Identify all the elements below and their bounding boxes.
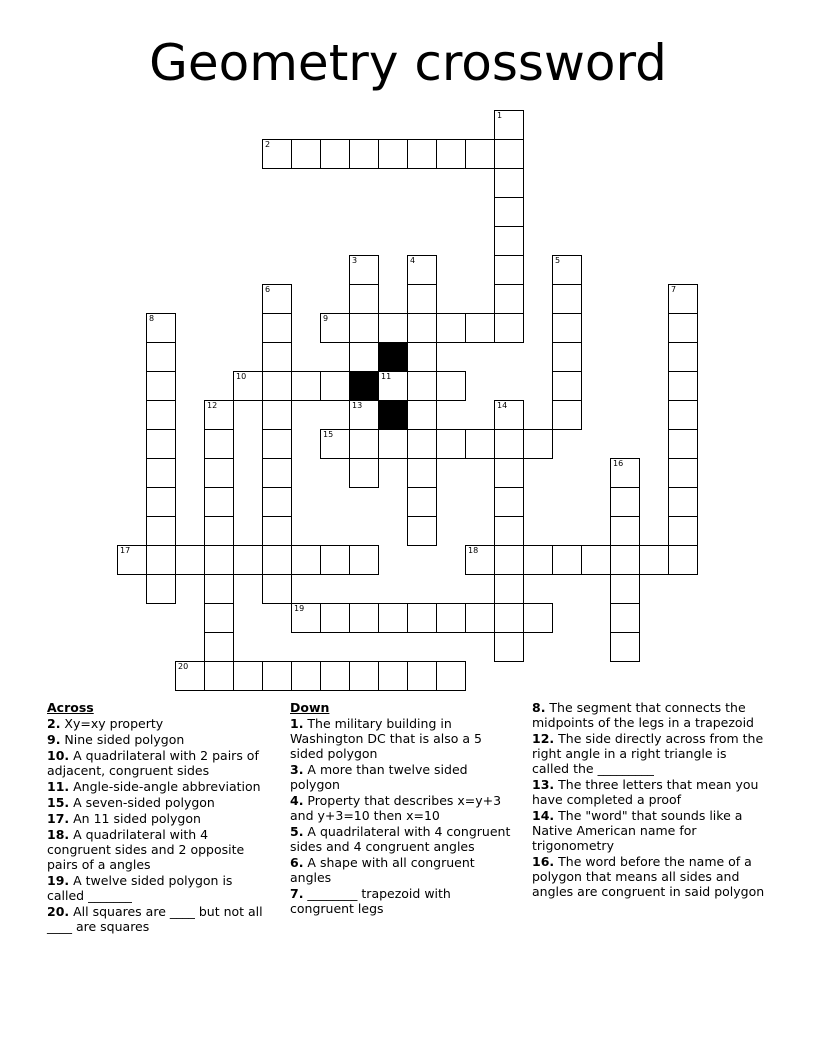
grid-cell[interactable] [204, 661, 234, 691]
clue-item-text: A quadrilateral with 2 pairs of adjacent, congruent sides [47, 748, 259, 778]
grid-cell[interactable] [349, 545, 379, 575]
grid-cell[interactable] [320, 603, 350, 633]
clue-item-number: 13. [532, 777, 555, 792]
grid-cell[interactable] [552, 313, 582, 343]
grid-block [349, 371, 379, 401]
clue-number: 10 [236, 372, 247, 381]
grid-cell[interactable] [407, 371, 437, 401]
grid-cell[interactable] [146, 371, 176, 401]
grid-cell[interactable] [407, 342, 437, 372]
grid-cell[interactable] [494, 313, 524, 343]
grid-cell[interactable] [407, 429, 437, 459]
clue-item [47, 811, 272, 826]
grid-cell[interactable] [262, 487, 292, 517]
grid-cell[interactable] [349, 661, 379, 691]
grid-cell[interactable] [436, 139, 466, 169]
grid-cell[interactable] [204, 516, 234, 546]
clue-number: 19 [294, 604, 305, 613]
grid-cell[interactable] [262, 429, 292, 459]
across-clues [47, 700, 272, 935]
grid-cell[interactable] [639, 545, 669, 575]
grid-cell[interactable] [262, 661, 292, 691]
clue-item-text: All squares are ____ but not all ____ are squares [47, 904, 263, 934]
clue-item-text: Xy=xy property [60, 716, 164, 731]
clue-item [47, 904, 272, 934]
grid-cell[interactable] [262, 574, 292, 604]
grid-block [378, 400, 408, 430]
clue-item-text: A seven-sided polygon [69, 795, 215, 810]
grid-cell[interactable] [233, 661, 263, 691]
clue-item [47, 716, 272, 731]
grid-cell[interactable] [668, 458, 698, 488]
clue-number: 13 [352, 401, 363, 410]
clue-item-number: 15. [47, 795, 70, 810]
grid-cell[interactable] [204, 400, 234, 430]
clue-number: 12 [207, 401, 218, 410]
grid-cell[interactable] [146, 458, 176, 488]
clue-item-number: 16. [532, 854, 555, 869]
clue-item [290, 793, 515, 823]
grid-cell[interactable] [494, 574, 524, 604]
grid-cell[interactable] [175, 661, 205, 691]
clue-item-text: The segment that connects the midpoints of the legs in a trapezoid [532, 700, 754, 730]
grid-cell[interactable] [204, 632, 234, 662]
clue-item-number: 8. [532, 700, 546, 715]
grid-cell[interactable] [465, 313, 495, 343]
grid-cell[interactable] [349, 255, 379, 285]
grid-cell[interactable] [523, 603, 553, 633]
grid-cell[interactable] [146, 574, 176, 604]
grid-cell[interactable] [262, 313, 292, 343]
grid-cell[interactable] [378, 139, 408, 169]
grid-cell[interactable] [610, 545, 640, 575]
grid-cell[interactable] [262, 545, 292, 575]
grid-cell[interactable] [262, 371, 292, 401]
clue-item-number: 10. [47, 748, 70, 763]
grid-cell[interactable] [668, 516, 698, 546]
clue-item [47, 873, 272, 903]
grid-cell[interactable] [291, 371, 321, 401]
grid-cell[interactable] [552, 255, 582, 285]
grid-cell[interactable] [320, 313, 350, 343]
grid-cell[interactable] [668, 487, 698, 517]
grid-cell[interactable] [494, 226, 524, 256]
grid-cell[interactable] [494, 603, 524, 633]
grid-cell[interactable] [378, 429, 408, 459]
grid-cell[interactable] [146, 516, 176, 546]
clue-item-text: A quadrilateral with 4 congruent sides and 4 congruent angles [290, 824, 511, 854]
grid-cell[interactable] [668, 342, 698, 372]
grid-cell[interactable] [262, 400, 292, 430]
grid-cell[interactable] [494, 168, 524, 198]
clue-item-number: 4. [290, 793, 304, 808]
grid-cell[interactable] [349, 284, 379, 314]
grid-cell[interactable] [465, 139, 495, 169]
grid-cell[interactable] [668, 313, 698, 343]
grid-cell[interactable] [378, 603, 408, 633]
clue-number: 18 [468, 546, 479, 555]
grid-cell[interactable] [552, 545, 582, 575]
clue-item [47, 732, 272, 747]
clue-item-number: 14. [532, 808, 555, 823]
grid-cell[interactable] [610, 603, 640, 633]
grid-cell[interactable] [552, 371, 582, 401]
grid-cell[interactable] [494, 516, 524, 546]
grid-cell[interactable] [262, 458, 292, 488]
across-heading: Across [47, 700, 94, 715]
grid-cell[interactable] [523, 545, 553, 575]
clue-item [47, 779, 272, 794]
grid-cell[interactable] [494, 139, 524, 169]
grid-block [378, 342, 408, 372]
clue-number: 4 [410, 256, 416, 265]
clue-number: 8 [149, 314, 155, 323]
grid-cell[interactable] [668, 545, 698, 575]
grid-cell[interactable] [494, 255, 524, 285]
clue-number: 14 [497, 401, 508, 410]
clue-item [532, 731, 767, 776]
clue-item-text: ________ trapezoid with congruent legs [290, 886, 451, 916]
clue-number: 6 [265, 285, 271, 294]
clue-item-text: Property that describes x=y+3 and y+3=10 then x=10 [290, 793, 502, 823]
clue-item-number: 6. [290, 855, 304, 870]
clue-item-number: 20. [47, 904, 70, 919]
grid-cell[interactable] [378, 371, 408, 401]
clue-item-number: 7. [290, 886, 304, 901]
clue-item [532, 777, 767, 807]
grid-cell[interactable] [494, 110, 524, 140]
clue-item-number: 18. [47, 827, 70, 842]
grid-cell[interactable] [146, 545, 176, 575]
grid-cell[interactable] [407, 284, 437, 314]
clue-item-text: The three letters that mean you have completed a proof [532, 777, 759, 807]
clue-item-number: 11. [47, 779, 70, 794]
grid-cell[interactable] [465, 545, 495, 575]
clue-item [47, 795, 272, 810]
grid-cell[interactable] [349, 313, 379, 343]
clue-item [290, 762, 515, 792]
clue-item [290, 855, 515, 885]
clue-item-text: A twelve sided polygon is called _______ [47, 873, 233, 903]
grid-cell[interactable] [291, 661, 321, 691]
clue-item [532, 808, 767, 853]
grid-cell[interactable] [610, 487, 640, 517]
grid-cell[interactable] [465, 603, 495, 633]
clue-number: 17 [120, 546, 131, 555]
grid-cell[interactable] [291, 139, 321, 169]
clue-item-text: The "word" that sounds like a Native American name for trigonometry [532, 808, 743, 853]
grid-cell[interactable] [204, 458, 234, 488]
grid-cell[interactable] [494, 632, 524, 662]
grid-cell[interactable] [407, 400, 437, 430]
clue-number: 16 [613, 459, 624, 468]
grid-cell[interactable] [262, 139, 292, 169]
grid-cell[interactable] [204, 545, 234, 575]
grid-cell[interactable] [262, 516, 292, 546]
clue-item-number: 5. [290, 824, 304, 839]
page-title: Geometry crossword [149, 34, 667, 92]
grid-cell[interactable] [494, 197, 524, 227]
clue-item-text: Angle-side-angle abbreviation [69, 779, 261, 794]
grid-cell[interactable] [668, 400, 698, 430]
clue-item-text: Nine sided polygon [60, 732, 185, 747]
clue-number: 15 [323, 430, 334, 439]
grid-cell[interactable] [349, 603, 379, 633]
grid-cell[interactable] [204, 574, 234, 604]
grid-cell[interactable] [407, 313, 437, 343]
grid-cell[interactable] [262, 284, 292, 314]
grid-cell[interactable] [349, 342, 379, 372]
clue-item-text: The military building in Washington DC that is also a 5 sided polygon [290, 716, 482, 761]
grid-cell[interactable] [291, 603, 321, 633]
grid-cell[interactable] [552, 342, 582, 372]
grid-cell[interactable] [175, 545, 205, 575]
down-clues [290, 700, 515, 917]
grid-cell[interactable] [436, 371, 466, 401]
grid-cell[interactable] [204, 487, 234, 517]
grid-cell[interactable] [668, 429, 698, 459]
clue-number: 5 [555, 256, 561, 265]
grid-cell[interactable] [552, 400, 582, 430]
grid-cell[interactable] [291, 545, 321, 575]
grid-cell[interactable] [407, 603, 437, 633]
grid-cell[interactable] [494, 545, 524, 575]
grid-cell[interactable] [233, 545, 263, 575]
grid-cell[interactable] [494, 487, 524, 517]
grid-cell[interactable] [146, 487, 176, 517]
clue-item-number: 12. [532, 731, 555, 746]
clue-item [290, 716, 515, 761]
clue-item-text: An 11 sided polygon [69, 811, 201, 826]
grid-cell[interactable] [465, 429, 495, 459]
grid-cell[interactable] [523, 429, 553, 459]
clue-item [532, 854, 767, 899]
grid-cell[interactable] [233, 371, 263, 401]
clue-item-text: The side directly across from the right angle in a right triangle is called the _________ [532, 731, 764, 776]
grid-cell[interactable] [349, 400, 379, 430]
grid-cell[interactable] [378, 313, 408, 343]
grid-cell[interactable] [494, 400, 524, 430]
grid-cell[interactable] [146, 429, 176, 459]
clue-number: 1 [497, 111, 503, 120]
grid-cell[interactable] [494, 429, 524, 459]
grid-cell[interactable] [320, 139, 350, 169]
clue-item-number: 2. [47, 716, 61, 731]
grid-cell[interactable] [320, 661, 350, 691]
grid-cell[interactable] [262, 342, 292, 372]
clue-number: 3 [352, 256, 358, 265]
grid-cell[interactable] [610, 516, 640, 546]
grid-cell[interactable] [320, 429, 350, 459]
grid-cell[interactable] [407, 516, 437, 546]
clue-item [532, 700, 767, 730]
grid-cell[interactable] [407, 458, 437, 488]
grid-cell[interactable] [581, 545, 611, 575]
clue-number: 11 [381, 372, 392, 381]
grid-cell[interactable] [204, 603, 234, 633]
grid-cell[interactable] [407, 487, 437, 517]
grid-cell[interactable] [378, 661, 408, 691]
down-heading: Down [290, 700, 330, 715]
clue-item-number: 3. [290, 762, 304, 777]
grid-cell[interactable] [494, 458, 524, 488]
down-clues-continued [532, 700, 767, 900]
grid-cell[interactable] [320, 371, 350, 401]
grid-cell[interactable] [146, 400, 176, 430]
clue-item-number: 19. [47, 873, 70, 888]
grid-cell[interactable] [436, 313, 466, 343]
grid-cell[interactable] [117, 545, 147, 575]
grid-cell[interactable] [349, 429, 379, 459]
clue-number: 7 [671, 285, 677, 294]
grid-cell[interactable] [407, 255, 437, 285]
grid-cell[interactable] [320, 545, 350, 575]
clue-item-text: A shape with all congruent angles [290, 855, 475, 885]
grid-cell[interactable] [146, 313, 176, 343]
grid-cell[interactable] [668, 284, 698, 314]
grid-cell[interactable] [204, 429, 234, 459]
clue-item-number: 1. [290, 716, 304, 731]
grid-cell[interactable] [349, 139, 379, 169]
clue-item [290, 886, 515, 916]
clue-item-text: A more than twelve sided polygon [290, 762, 468, 792]
clue-item [290, 824, 515, 854]
grid-cell[interactable] [436, 661, 466, 691]
grid-cell[interactable] [610, 632, 640, 662]
clue-item [47, 748, 272, 778]
clue-item-number: 17. [47, 811, 70, 826]
grid-cell[interactable] [610, 574, 640, 604]
clue-item-text: A quadrilateral with 4 congruent sides and 2 opposite pairs of a angles [47, 827, 245, 872]
grid-cell[interactable] [436, 429, 466, 459]
clue-number: 20 [178, 662, 189, 671]
grid-cell[interactable] [407, 661, 437, 691]
clue-number: 9 [323, 314, 329, 323]
clue-item-number: 9. [47, 732, 61, 747]
grid-cell[interactable] [552, 284, 582, 314]
clue-item [47, 827, 272, 872]
grid-cell[interactable] [407, 139, 437, 169]
grid-cell[interactable] [146, 342, 176, 372]
grid-cell[interactable] [349, 458, 379, 488]
grid-cell[interactable] [668, 371, 698, 401]
grid-cell[interactable] [610, 458, 640, 488]
grid-cell[interactable] [494, 284, 524, 314]
clue-item-text: The word before the name of a polygon that means all sides and angles are congruent in said polygon [532, 854, 765, 899]
clue-number: 2 [265, 140, 271, 149]
grid-cell[interactable] [436, 603, 466, 633]
